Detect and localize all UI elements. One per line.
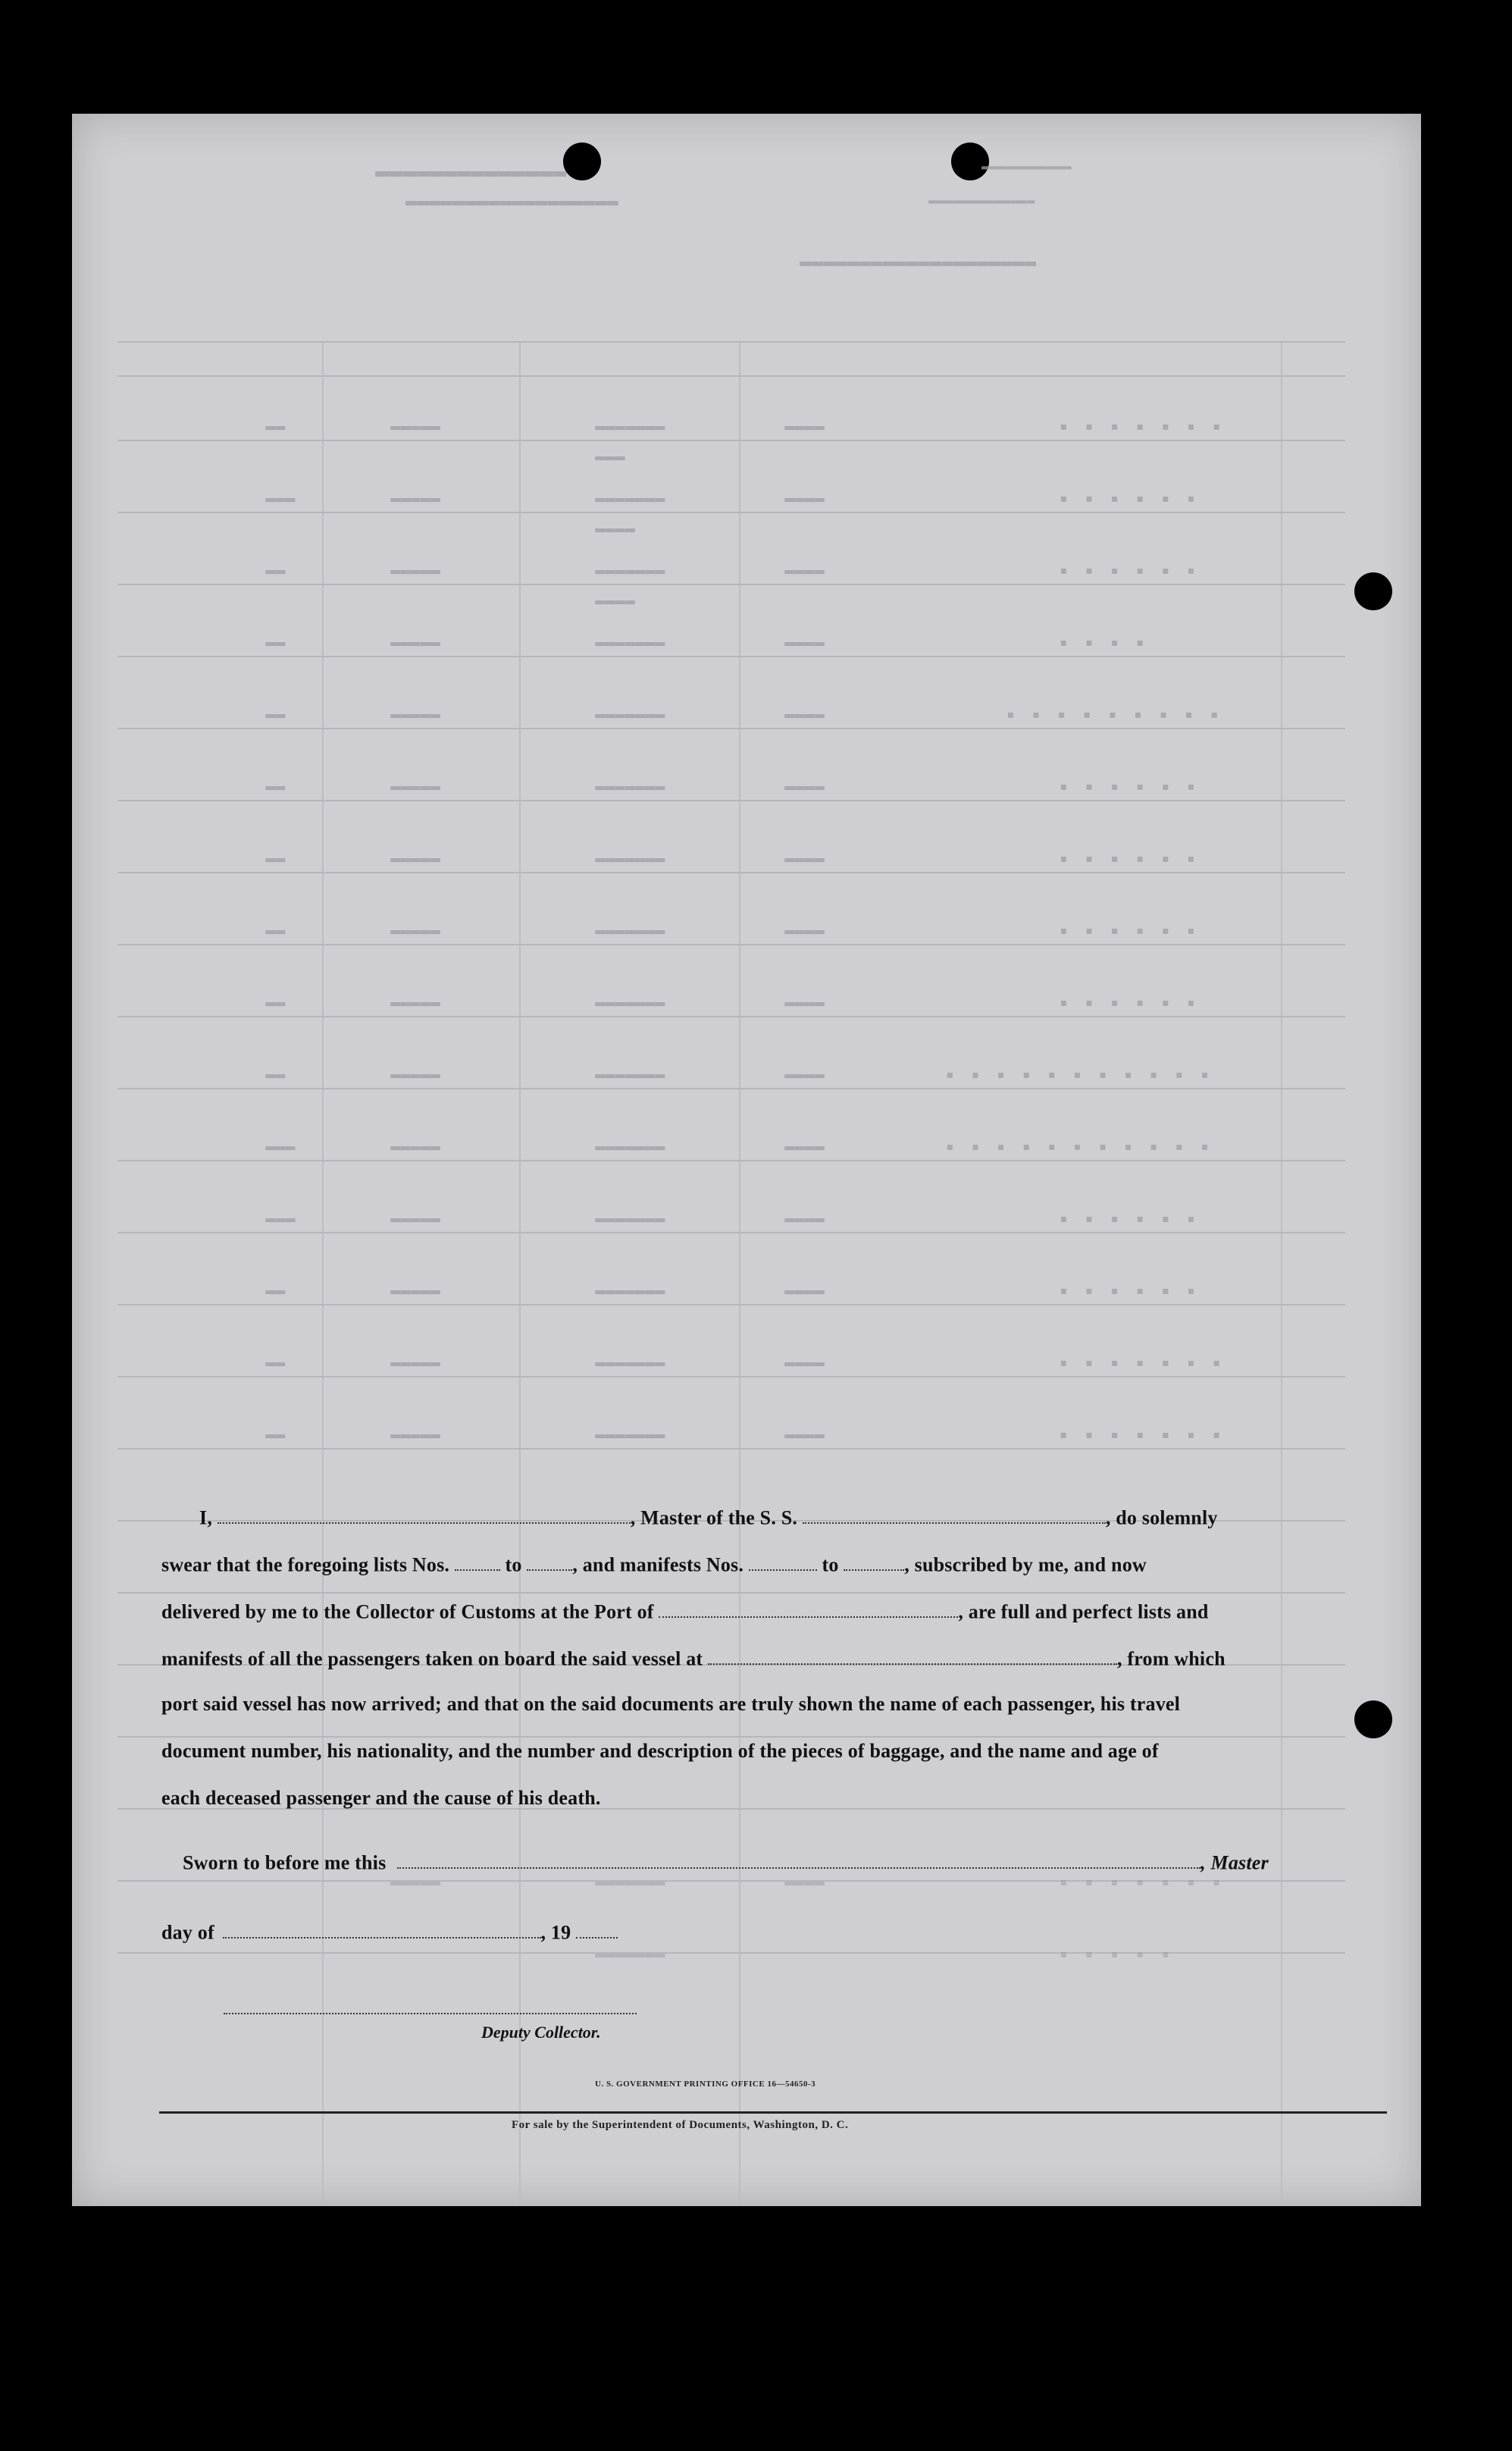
punch-hole <box>563 143 601 180</box>
oath-line-5: port said vessel has now arrived; and that on the said documents are truly shown the name of each passenger, his travel <box>161 1693 1181 1715</box>
master-label: Master <box>1210 1851 1269 1874</box>
oath-taken-on-board: manifests of all the passengers taken on board the said vessel at <box>161 1647 703 1670</box>
footer-rule <box>159 2111 1387 2114</box>
embark-port-blank <box>708 1646 1117 1665</box>
list-to-blank <box>527 1552 572 1571</box>
manifest-from-blank <box>749 1552 817 1571</box>
oath-full-perfect: , are full and perfect lists and <box>958 1600 1209 1623</box>
master-name-blank <box>218 1505 631 1524</box>
day-line <box>161 1920 1389 1950</box>
oath-to-2: to <box>822 1553 839 1576</box>
oath-line-3 <box>161 1599 1389 1629</box>
oath-line-1 <box>161 1505 1389 1535</box>
oath-subscribed: , subscribed by me, and now <box>904 1553 1147 1576</box>
oath-to: to <box>505 1553 522 1576</box>
vessel-name-blank <box>803 1505 1106 1524</box>
day-label: day of <box>161 1921 214 1944</box>
oath-line-6: document number, his nationality, and the number and description of the pieces of baggage, and the name and age of <box>161 1740 1159 1762</box>
list-from-blank <box>455 1552 500 1571</box>
port-blank <box>659 1599 958 1618</box>
sworn-label: Sworn to before me this <box>183 1851 387 1874</box>
oath-line-2 <box>161 1552 1389 1582</box>
year-label: , 19 <box>540 1921 571 1944</box>
footer-sale-note: For sale by the Superintendent of Documents, Washington, D. C. <box>512 2119 849 2131</box>
oath-i: I, <box>199 1506 213 1529</box>
oath-from-which: , from which <box>1117 1647 1226 1670</box>
oath-lists-nos: swear that the foregoing lists Nos. <box>161 1553 450 1576</box>
oath-do-solemnly: , do solemnly <box>1105 1506 1218 1529</box>
manifest-to-blank <box>844 1552 904 1571</box>
oath-line-7: each deceased passenger and the cause of his death. <box>161 1787 601 1809</box>
punch-hole <box>1354 572 1392 610</box>
oath-collector: delivered by me to the Collector of Customs at the Port of <box>161 1600 654 1623</box>
year-blank <box>576 1920 618 1939</box>
oath-master-of: , Master of the S. S. <box>630 1506 798 1529</box>
day-blank <box>223 1920 541 1939</box>
oath-manifests-nos: , and manifests Nos. <box>572 1553 744 1576</box>
master-signature-blank <box>397 1850 1201 1869</box>
oath-line-4 <box>161 1646 1389 1676</box>
document-sheet: ▬▬▬▬▬▬▬▬▬▬▬▬▬▬ ▬▬▬▬▬▬▬▬▬▬▬▬▬▬▬▬▬▬ ▬▬▬▬▬▬▬▬▬▬▬▬▬▬▬▬▬▬▬▬ ▬▬▬▬▬▬▬▬▬▬▬ ▬▬▬▬▬▬▬▬▬▬▬▬▬ ▪ ▪ ▪ ▪ ▪ ▪ ▪ ▪ ▪ ▪ ▪ ▪ ▪ ▪ ▪ ▪ ▪ ▪ ▪ ▪ ▪ ▪ ▪ ▪ ▪ ▪ ▪ ▪ ▪ ▪ ▪ ▪ ▪ ▪ ▪ ▪ ▪ ▪ ▪ ▪ ▪ ▪ ▪ ▪ ▪ ▪ ▪ ▪ ▪ ▪ ▪ ▪ ▪ ▪ ▪ ▪ ▪ ▪ ▪ ▪ ▪ ▪ ▪ ▪ ▪ ▪ ▪ ▪ ▪ ▪ ▪ ▪ ▪ ▪ ▪ ▪ ▪ ▪ ▪ ▪ ▪ ▪ ▪ ▪ ▪ ▪ ▪ ▪ ▪ ▪ ▪ ▪ ▪ ▪ ▪ ▪ ▪ ▪ ▪ ▪ ▪ ▪ ▪ ▪ ▬▬▬▬ ▬▬▬▬ ▬▬▬▬ ▬▬▬▬ ▬▬▬▬ ▬▬▬▬ ▬▬▬▬ ▬▬▬▬ ▬▬▬▬ ▬▬▬▬ ▬▬▬▬ ▬▬▬▬ ▬▬▬▬ ▬▬▬▬ ▬▬▬▬ ▬▬▬▬▬▬▬ ▬▬▬ ▬▬▬▬▬▬▬ ▬▬▬▬ ▬▬▬▬▬▬▬ ▬▬▬▬ ▬▬▬▬▬▬▬ ▬▬▬▬▬▬▬ ▬▬▬▬▬▬▬ ▬▬▬▬▬▬▬ ▬▬▬▬▬▬▬ ▬▬▬▬▬▬▬ ▬▬▬▬▬▬▬ ▬▬▬▬▬▬▬ ▬▬▬▬▬▬▬ ▬▬▬▬▬▬▬ ▬▬▬▬▬▬▬ ▬▬▬▬▬▬▬ ▬▬▬▬▬ ▬▬▬▬▬ ▬▬▬▬▬ ▬▬▬▬▬ ▬▬▬▬▬ ▬▬▬▬▬ ▬▬▬▬▬ ▬▬▬▬▬ ▬▬▬▬▬ ▬▬▬▬▬ ▬▬▬▬▬ ▬▬▬▬▬ ▬▬▬▬▬ ▬▬▬▬▬ ▬▬▬▬▬ ▬▬ ▬▬▬ ▬▬ ▬▬ ▬▬ ▬▬ ▬▬ ▬▬ ▬▬ ▬▬ ▬▬▬ ▬▬▬ ▬▬ ▬▬ ▬▬ ▪ ▪ ▪ ▪ ▪ ▪ ▪ ▪ ▪ ▪ ▪ ▪ ▬▬▬▬▬▬▬ ▬▬▬▬▬▬▬ ▬▬▬▬ ▬▬▬▬▬ I, , Master of the S. S. , do solemnly swear that the foregoing lists Nos. to , and manifests Nos. to , subscribed by me, and now delivered by me to the Collector of Customs at the Port of , are full and perfect lists and manifests of all the passengers taken on board the said vessel at , from which port said vessel has now arrived; and that on the said documents are truly shown the name of each passenger, his travel document number, his nationality, and the number and description of the pieces of baggage, and the name and age of each deceased passenger and the cause of his death. Sworn to before me this , Master day of , 19 Deputy Collector. U. S. GOVERNMENT PRINTING OFFICE 16—54650-3 For sale by the Superintendent of Documents, Washington, D. C. <box>72 114 1421 2206</box>
deputy-signature-line <box>224 2013 637 2014</box>
printer-imprint: U. S. GOVERNMENT PRINTING OFFICE 16—54650-3 <box>595 2080 816 2089</box>
sworn-line: Sworn to before me this , Master <box>161 1850 1389 1880</box>
deputy-collector-label: Deputy Collector. <box>481 2023 601 2042</box>
